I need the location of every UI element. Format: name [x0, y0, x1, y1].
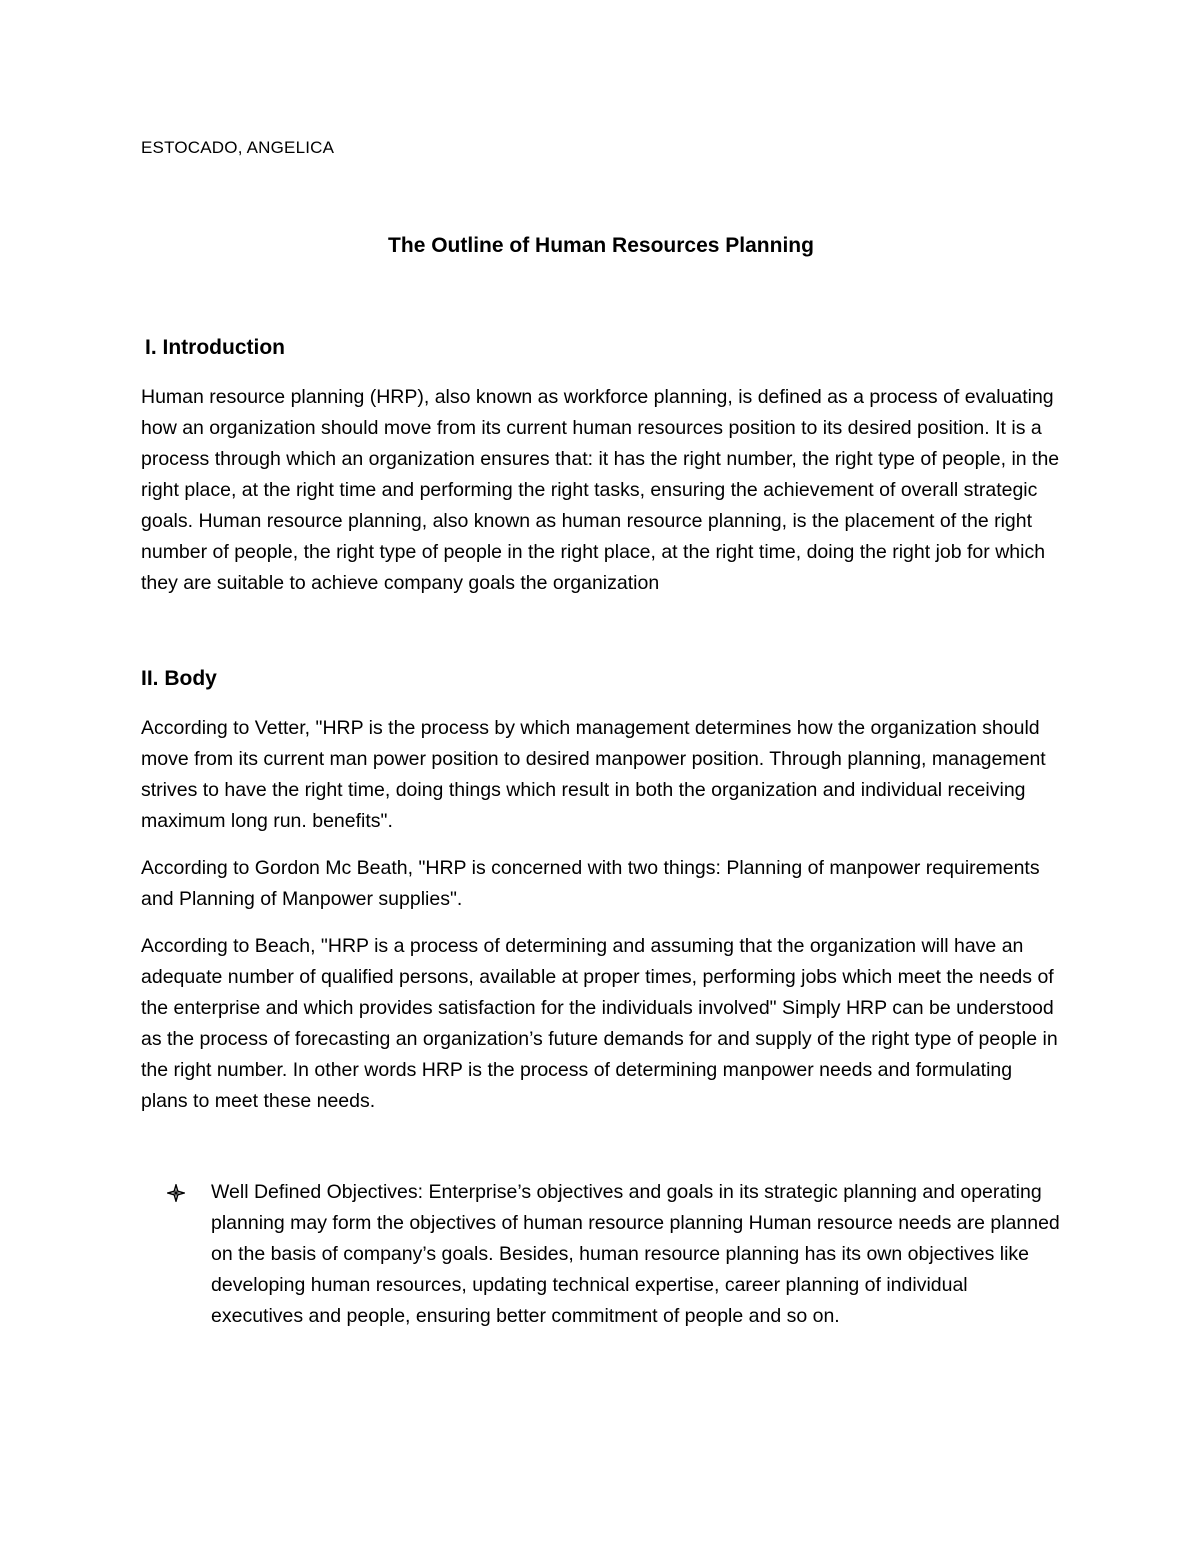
bullet-text-well-defined-objectives: Well Defined Objectives: Enterprise’s objectives and goals in its strategic planning and operating planning may form the objectives of human resource planning Human resource needs are planned on the basis of company’s goals. Besides, human resource planning has its own objectives like developing human resources, updating technical expertise, career planning of individual executives and people, ensuring better commitment of people and so on. [211, 1181, 1060, 1327]
list-item [141, 1177, 1061, 1332]
section-heading-introduction: I. Introduction [145, 336, 285, 359]
body-paragraph-mcbeath: According to Gordon Mc Beath, "HRP is concerned with two things: Planning of manpower requirements and Planning of Manpower supplies". [141, 857, 1040, 910]
author-name: ESTOCADO, ANGELICA [141, 138, 335, 157]
document-title: The Outline of Human Resources Planning [388, 234, 814, 257]
body-paragraph-vetter: According to Vetter, "HRP is the process by which management determines how the organization should move from its current man power position to desired manpower position. Through planning, management strives to have the right time, doing things which result in both the organization and individual receiving maximum long run. benefits". [141, 717, 1046, 832]
introduction-paragraph: Human resource planning (HRP), also known as workforce planning, is defined as a process of evaluating how an organization should move from its current human resources position to its desired position. It is a process through which an organization ensures that: it has the right number, the right type of people, in the right place, at the right time and performing the right tasks, ensuring the achievement of overall strategic goals. Human resource planning, also known as human resource planning, is the placement of the right number of people, the right type of people in the right place, at the right time, doing the right job for which they are suitable to achieve company goals the organization [141, 386, 1060, 594]
body-paragraph-beach: According to Beach, "HRP is a process of determining and assuming that the organization will have an adequate number of qualified persons, available at proper times, performing jobs which meet the needs of the enterprise and which provides satisfaction for the individuals involved" Simply HRP can be understood as the process of forecasting an organization’s future demands for and supply of the right type of people in the right number. In other words HRP is the process of determining manpower needs and formulating plans to meet these needs. [141, 935, 1058, 1112]
bullet-list [141, 1177, 1061, 1332]
document-content [141, 136, 1061, 1332]
diamond-star-bullet-icon [167, 1184, 185, 1202]
section-heading-body: II. Body [141, 667, 217, 690]
